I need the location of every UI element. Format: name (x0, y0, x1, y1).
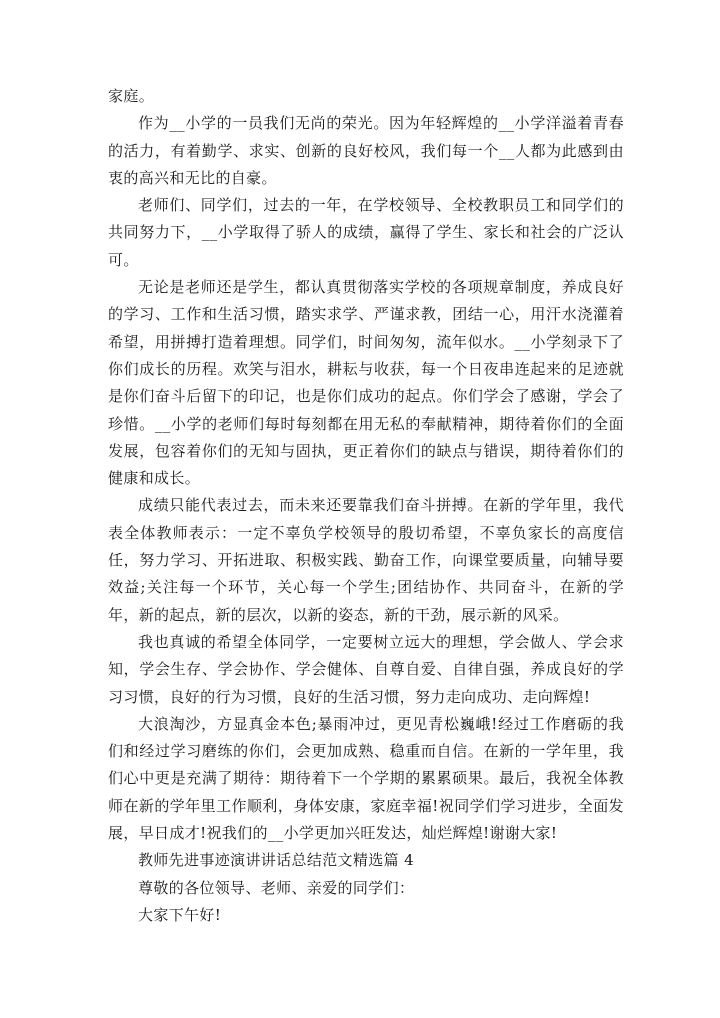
paragraph: 老师们、同学们，过去的一年，在学校领导、全校教职员工和同学们的共同努力下，__小学取得了骄人的成绩，赢得了学生、家长和社会的广泛认可。 (108, 196, 624, 269)
paragraph: 大浪淘沙，方显真金本色;暴雨冲过，更见青松巍峨!经过工作磨砺的我们和经过学习磨练的你们，会更加成熟、稳重而自信。在新的一学年里，我们心中更是充满了期待：期待着下一个学期的累累硕果。最后，我祝全体教师在新的学年里工作顺利，身体安康，家庭幸福!祝同学们学习进步，全面发展，早日成才!祝我们的__小学更加兴旺发达，灿烂辉煌!谢谢大家! (108, 714, 624, 843)
paragraph: 成绩只能代表过去，而未来还要靠我们奋斗拼搏。在新的学年里，我代表全体教师表示：一定不辜负学校领导的殷切希望，不辜负家长的高度信任，努力学习、开拓进取、积极实践、勤奋工作，向课堂要质量，向辅导要效益;关注每一个环节，关心每一个学生;团结协作、共同奋斗，在新的学年，新的起点，新的层次，以新的姿态，新的干劲，展示新的风采。 (108, 496, 624, 624)
paragraph: 无论是老师还是学生，都认真贯彻落实学校的各项规章制度，养成良好的学习、工作和生活习惯，踏实求学、严谨求教，团结一心，用汗水浇灌着希望，用拼搏打造着理想。同学们，时间匆匆，流年似水。__小学刻录下了你们成长的历程。欢笑与泪水，耕耘与收获，每一个日夜串连起来的足迹就是你们奋斗后留下的印记，也是你们成功的起点。你们学会了感谢，学会了珍惜。__小学的老师们每时每刻都在用无私的奉献精神，期待着你们的全面发展，包容着你们的无知与固执，更正着你们的缺点与错误，期待着你们的健康和成长。 (108, 278, 624, 488)
paragraph-continuation: 家庭。 (108, 87, 155, 105)
paragraph: 我也真诚的希望全体同学，一定要树立远大的理想，学会做人、学会求知，学会生存、学会协作、学会健体、自尊自爱、自律自强，养成良好的学习习惯，良好的行为习惯，良好的生活习惯，努力走向成功、走向辉煌! (108, 632, 624, 706)
paragraph: 作为__小学的一员我们无尚的荣光。因为年轻辉煌的__小学洋溢着青春的活力，有着勤学、求实、创新的良好校风，我们每一个__人都为此感到由衷的高兴和无比的自豪。 (108, 114, 624, 187)
salutation: 尊敬的各位领导、老师、亲爱的同学们： (138, 878, 415, 897)
greeting: 大家下午好! (138, 905, 222, 924)
section-title: 教师先进事迹演讲讲话总结范文精选篇 4 (138, 851, 414, 870)
